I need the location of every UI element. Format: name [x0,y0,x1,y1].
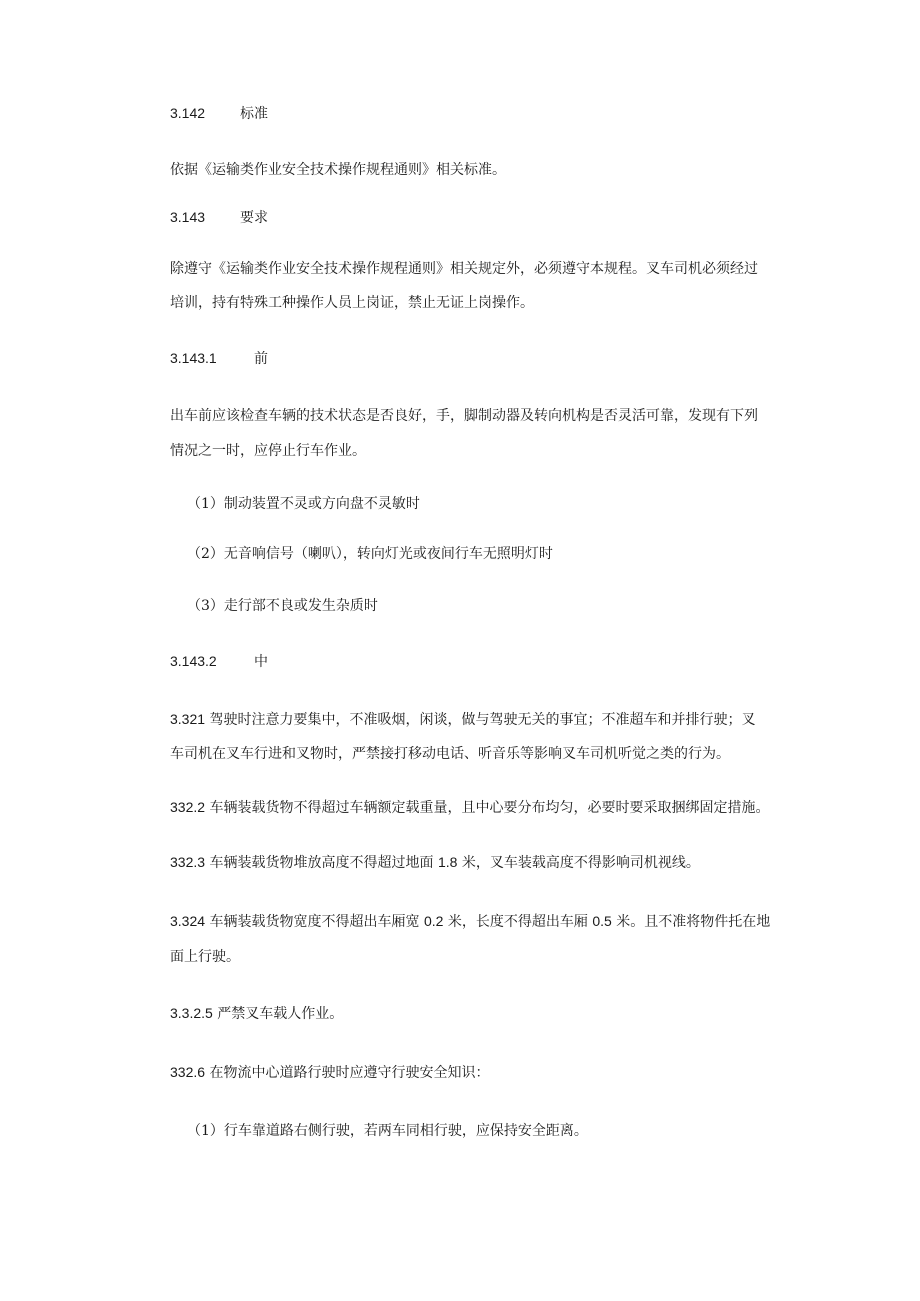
section-number: 3.143.1 [170,350,217,366]
paragraph-3325 [170,1003,343,1024]
section-heading-3143 [170,207,268,228]
clause-number: 332.6 [170,1064,206,1080]
clause-text: 米，叉车装载高度不得影响司机视线。 [457,855,700,871]
paragraph-3143-line-2: 培训，持有特殊工种操作人员上岗证，禁止无证上岗操作。 [170,295,534,311]
clause-number: 3.324 [170,913,206,929]
clause-text: 在物流中心道路行驶时应遵守行驶安全知识： [209,1065,490,1081]
section-title: 标准 [240,106,268,122]
clause-text: 驾驶时注意力要集中，不准吸烟，闲谈，做与驾驶无关的事宜；不准超车和并排行驶；叉 [209,712,756,728]
paragraph-3143-line-1: 除遵守《运输类作业安全技术操作规程通则》相关规定外，必须遵守本规程。叉车司机必须经过 [170,261,758,277]
length-value: 0.5 [592,913,612,929]
clause-text: 车辆装载货物宽度不得超出车厢宽 [209,914,424,930]
paragraph-3326 [170,1062,490,1083]
clause-text: 车辆装载货物堆放高度不得超过地面 [209,855,438,871]
width-value: 0.2 [423,913,444,929]
list-item: （3）走行部不良或发生杂质时 [187,598,378,614]
paragraph-3321-line-2: 车司机在叉车行进和叉物时，严禁接打移动电话、听音乐等影响叉车司机听觉之类的行为。 [170,746,730,762]
clause-number: 332.2 [170,799,206,815]
section-title: 中 [254,654,268,670]
section-title: 前 [254,351,268,367]
paragraph-3142: 依据《运输类作业安全技术操作规程通则》相关标准。 [170,162,506,178]
section-number: 3.143 [170,209,206,225]
section-heading-31431 [170,348,268,369]
height-value: 1.8 [437,854,458,870]
section-title: 要求 [240,210,268,226]
list-item: （1）制动装置不灵或方向盘不灵敏时 [187,496,420,512]
section-number: 3.143.2 [170,653,217,669]
paragraph-31431-line-2: 情况之一时，应停止行车作业。 [170,443,366,459]
clause-number: 3.3.2.5 [170,1005,213,1021]
clause-text: 米，长度不得超出车厢 [443,914,593,930]
clause-number: 332.3 [170,854,206,870]
clause-text: 严禁叉车载人作业。 [217,1006,344,1022]
clause-number: 3.321 [170,711,206,727]
paragraph-3324-line-1 [170,911,770,932]
paragraph-3323 [170,852,700,873]
clause-text: 米。且不准将物件托在地 [611,914,771,930]
paragraph-3324-line-2: 面上行驶。 [170,949,240,965]
clause-text: 车辆装载货物不得超过车辆额定载重量，且中心要分布均匀，必要时要采取捆绑固定措施。 [209,800,770,816]
section-heading-31432 [170,651,268,672]
paragraph-31431-line-1: 出车前应该检查车辆的技术状态是否良好，手，脚制动器及转向机构是否灵活可靠，发现有下列 [170,408,758,424]
section-number: 3.142 [170,105,206,121]
section-heading-3142 [170,103,268,124]
list-item: （2）无音响信号（喇叭），转向灯光或夜间行车无照明灯时 [187,546,553,562]
paragraph-3322 [170,797,770,818]
list-item: （1）行车靠道路右侧行驶，若两车同相行驶，应保持安全距离。 [187,1123,588,1139]
paragraph-3321-line-1 [170,709,756,730]
